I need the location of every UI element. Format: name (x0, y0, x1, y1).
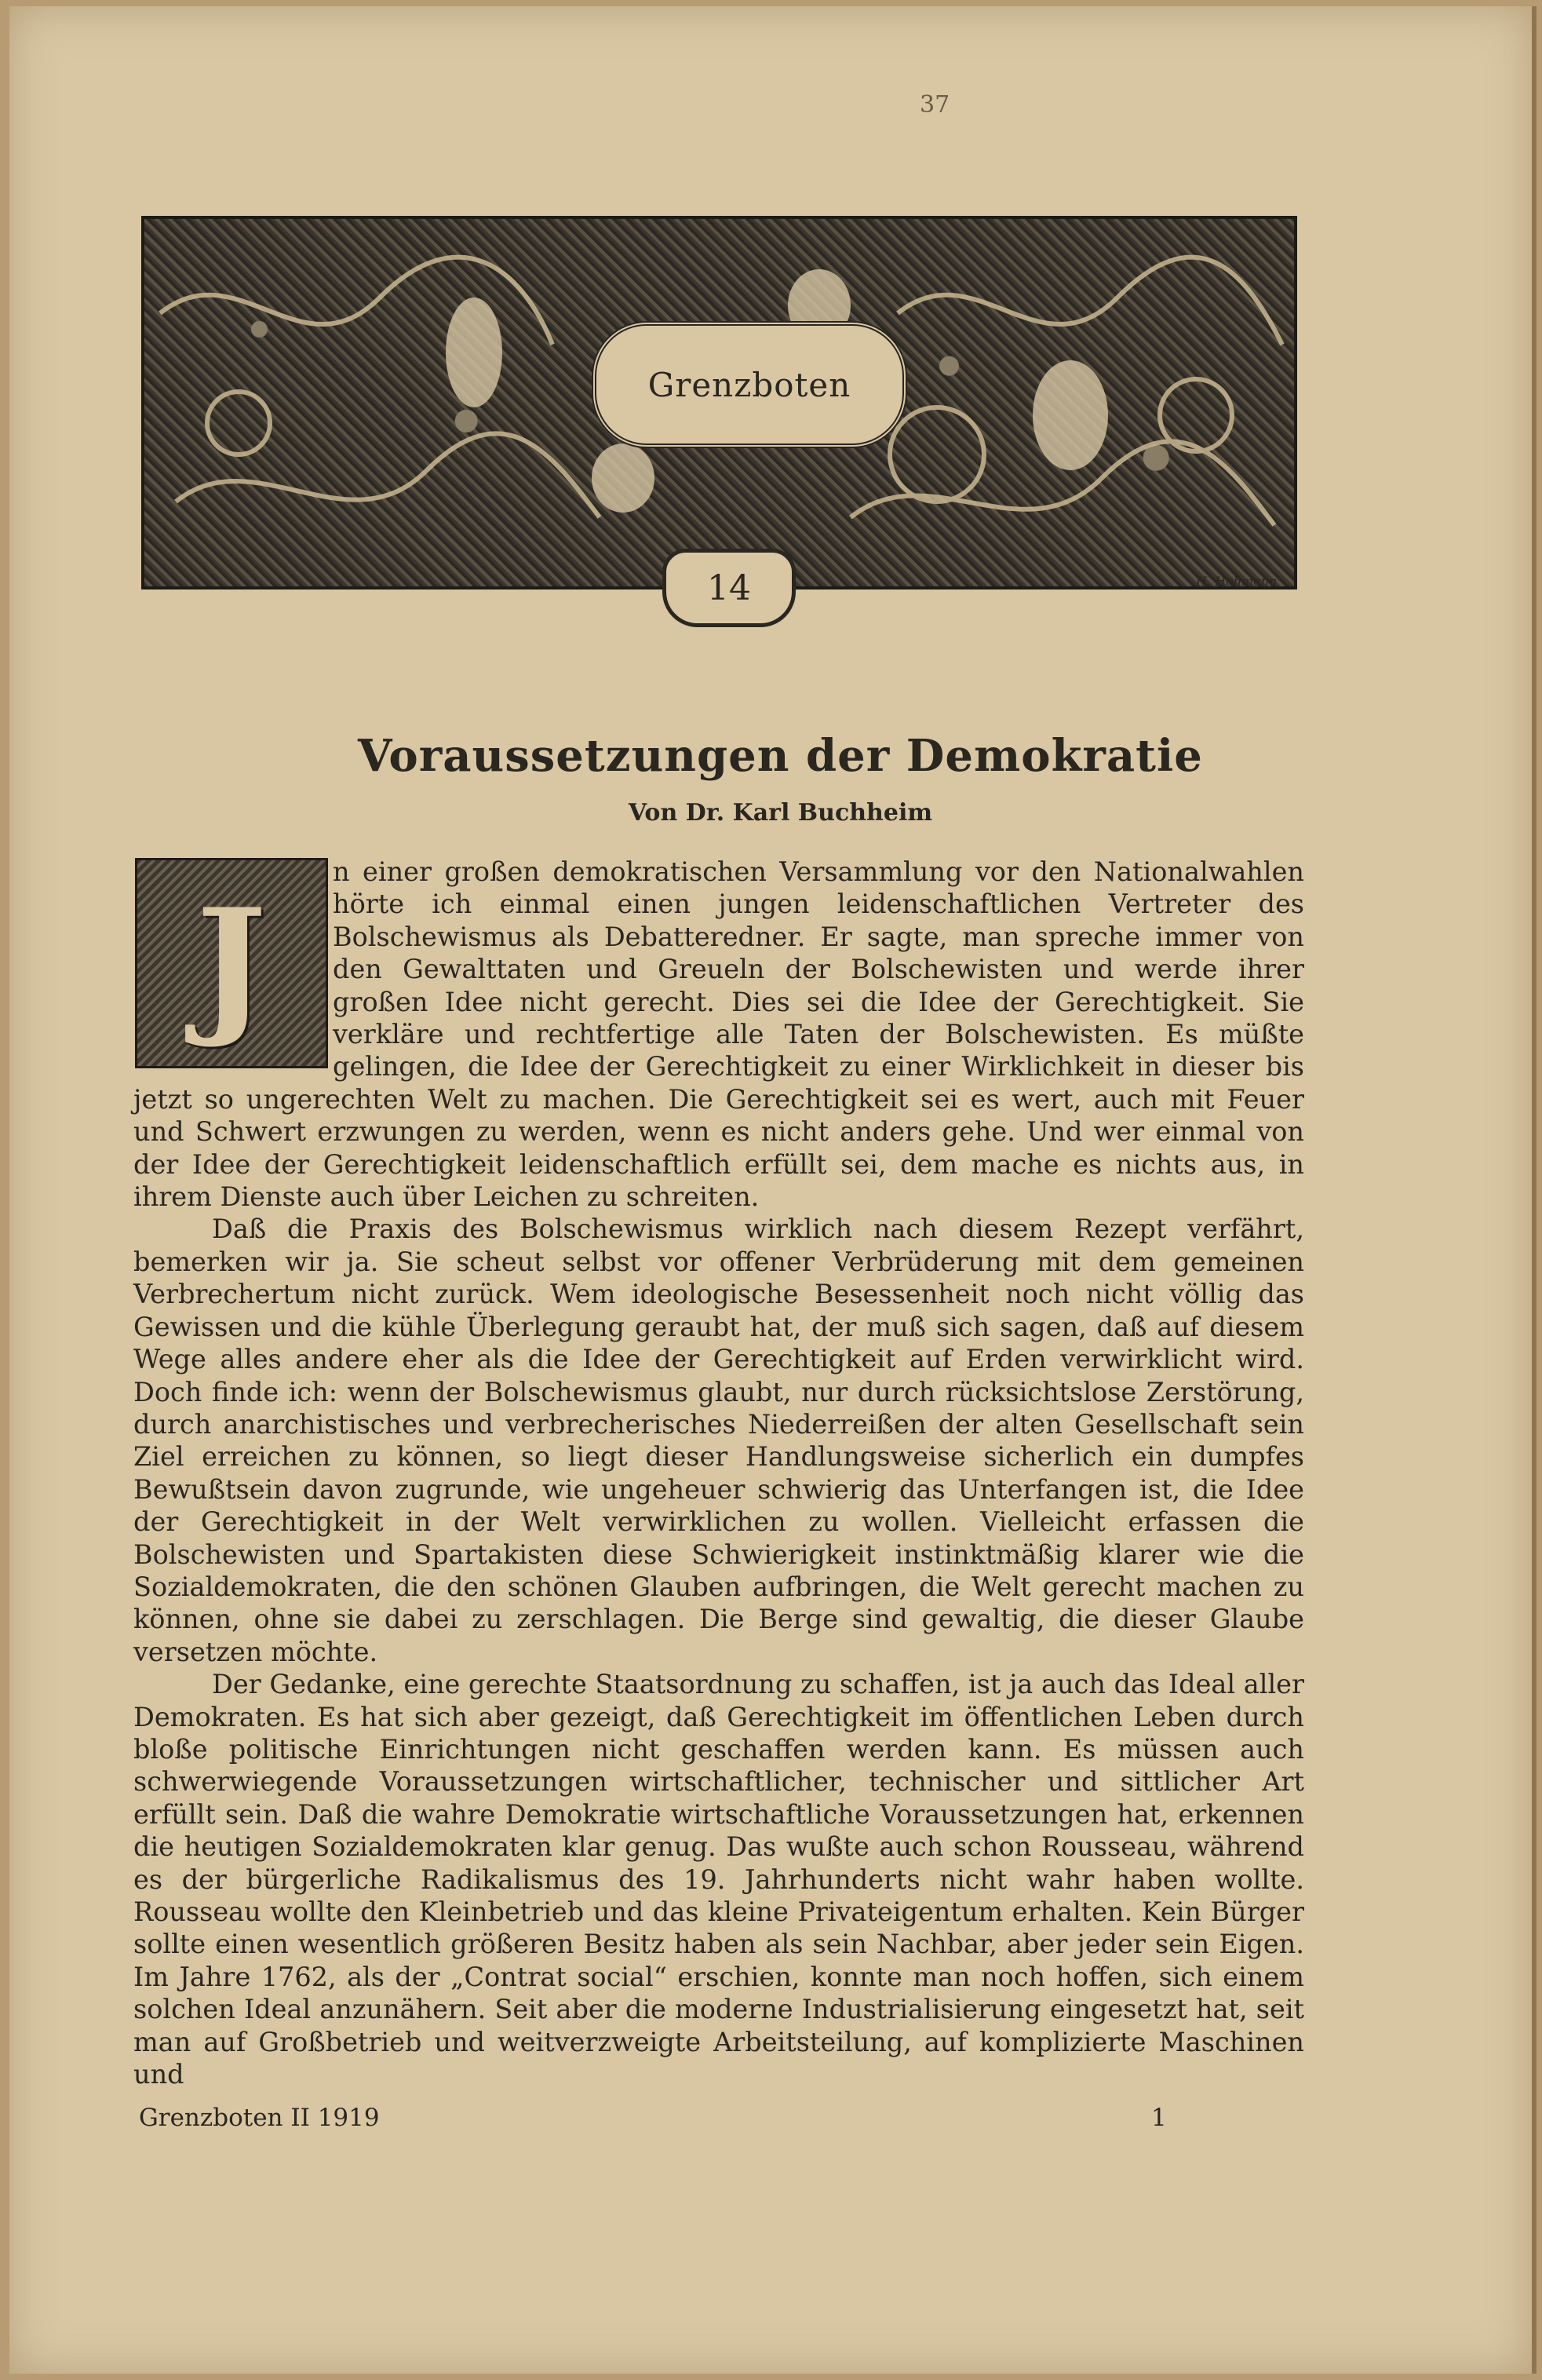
page-number-top: 37 (920, 91, 950, 119)
illustrator-signature: H. Hohmann (1196, 574, 1278, 589)
cartouche-title: Grenzboten (647, 365, 851, 404)
page (9, 6, 1537, 2374)
figure-left (446, 298, 502, 407)
article-title: Voraussetzungen der Demokratie (358, 730, 1203, 782)
article-byline: Von Dr. Karl Buchheim (628, 799, 933, 827)
footer-journal: Grenzboten II 1919 (139, 2104, 380, 2132)
paragraph: n einer großen demokratischen Versammlung vor den Nationalwahlen hörte ich einmal einen jungen leidenschaftlichen Vertreter des Bolschewismus als Debatteredner. Er sagte, man spreche immer von den Gewalttaten und Greueln der Bolschewisten und werde ihrer großen Idee nicht gerecht. Dies sei die Idee der Gerechtigkeit. Sie verkläre und rechtfertige alle Taten der Bolschewisten. Es müßte gelingen, die Idee der Gerechtigkeit zu einer Wirklichkeit in dieser bis jetzt so ungerechten Welt zu machen. Die Gerechtigkeit sei es wert, auch mit Feuer und Schwert erzwungen zu werden, wenn es nicht anders gehe. Und wer einmal von der Idee der Gerechtigkeit leidenschaftlich erfüllt sei, dem mache es nichts aus, in ihrem Dienste auch über Leichen zu schreiten. (133, 856, 1304, 1213)
ornamental-band (141, 216, 1297, 608)
issue-number: 14 (707, 568, 751, 608)
cartouche (592, 321, 907, 448)
issue-number-tag (662, 549, 796, 627)
paragraph: Der Gedanke, eine gerechte Staatsordnung zu schaffen, ist ja auch das Ideal aller Demokraten. Es hat sich aber gezeigt, daß Gerechtigkeit im öffentlichen Leben durch bloße politische Einrichtungen nicht geschaffen werden kann. Es müssen auch schwerwiegende Voraussetzungen wirtschaftlicher, technischer und sittlicher Art erfüllt sein. Daß die wahre Demokratie wirtschaftliche Voraussetzungen hat, erkennen die heutigen Sozialdemokraten klar genug. Das wußte auch schon Rousseau, während es der bürgerliche Radikalismus des 19. Jahrhunderts nicht wahr haben wollte. Rousseau wollte den Kleinbetrieb und das kleine Privateigentum erhalten. Kein Bürger sollte einen wesentlich größeren Besitz haben als sein Nachbar, aber jeder sein Eigen. Im Jahre 1762, als der „Contrat social“ erschien, konnte man noch hoffen, sich einem solchen Ideal anzunähern. Seit aber die moderne Industrialisierung eingesetzt hat, seit man auf Großbetrieb und weitverzweigte Arbeitsteilung, auf komplizierte Maschinen und (133, 1669, 1304, 2090)
header-illustration (141, 206, 1291, 608)
dropcap-letter: J (196, 875, 267, 1051)
article-body (133, 856, 1304, 2090)
footer-signature-mark: 1 (1151, 2104, 1167, 2132)
dropcap-space (133, 856, 333, 1066)
paragraph: Daß die Praxis des Bolschewismus wirklich nach diesem Rezept verfährt, bemerken wir ja. Sie scheut selbst vor offener Verbrüderung mit dem gemeinen Verbrechertum nicht zurück. Wem ideologische Besessenheit noch nicht völlig das Gewissen und die kühle Überlegung geraubt hat, der muß sich sagen, daß auf diesem Wege alles andere eher als die Idee der Gerechtigkeit auf Erden verwirklicht wird. Doch finde ich: wenn der Bolschewismus glaubt, nur durch rücksichtslose Zerstörung, durch anarchistisches und verbrecherisches Niederreißen der alten Gesellschaft sein Ziel erreichen zu können, so liegt dieser Handlungsweise sicherlich ein dumpfes Bewußtsein davon zugrunde, wie ungeheuer schwierig das Unterfangen ist, die Idee der Gerechtigkeit in der Welt verwirklichen zu wollen. Vielleicht erfassen die Bolschewisten und Spartakisten diese Schwierigkeit instinktmäßig klarer wie die Sozialdemokraten, die den schönen Glauben aufbringen, die Welt gerecht machen zu können, ohne sie dabei zu zerschlagen. Die Berge sind gewaltig, die dieser Glaube versetzen möchte. (133, 1214, 1304, 1667)
